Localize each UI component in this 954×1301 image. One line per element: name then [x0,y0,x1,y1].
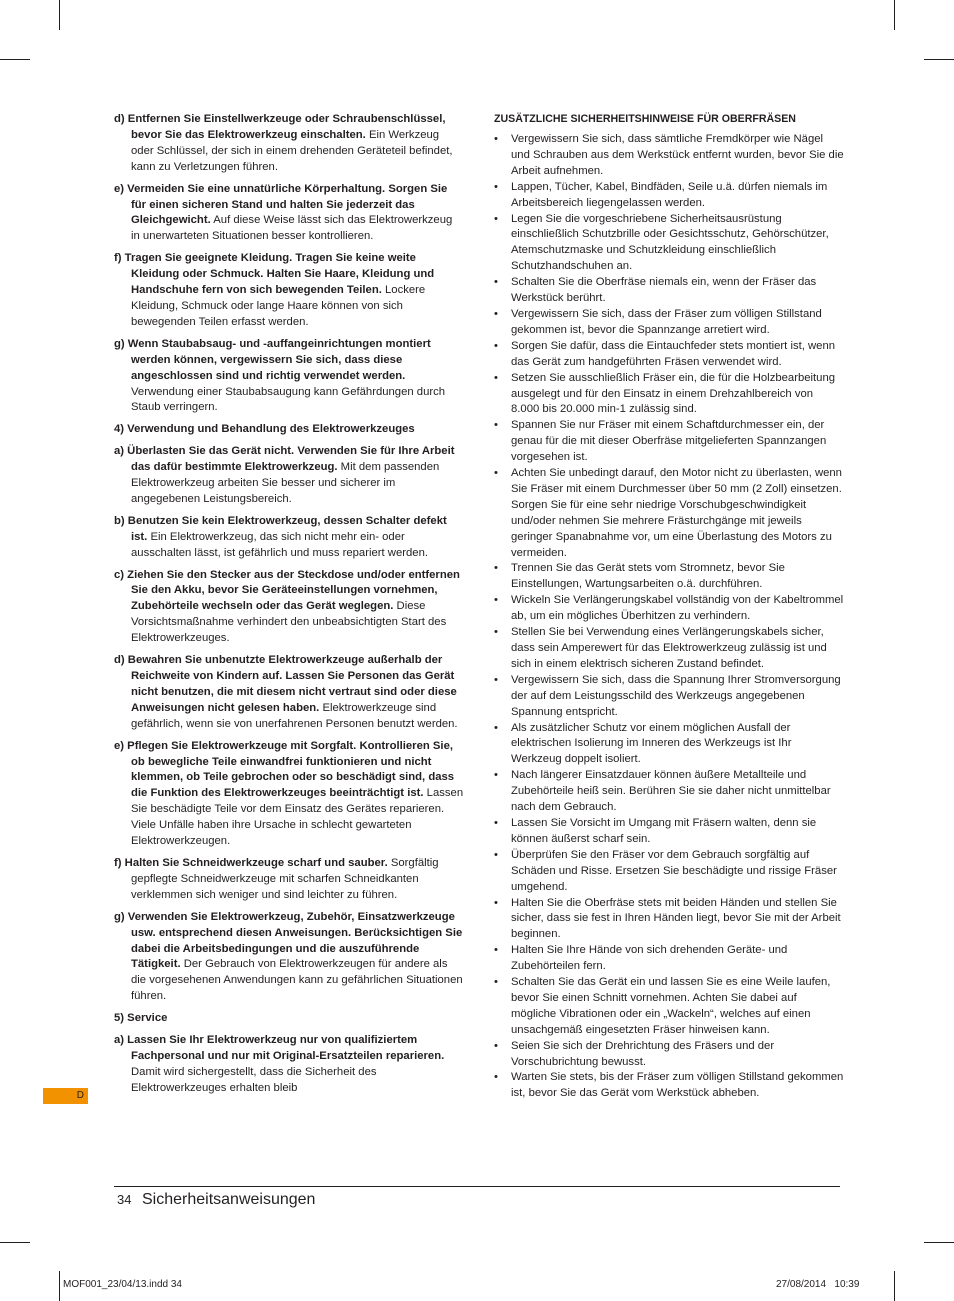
safety-item-text: Lassen Sie beschädigte Teile vor dem Einsatz des Gerätes reparieren. Viele Unfälle haben ihre Ursache in schlecht gewarteten Elektrowerkzeugen. [131,787,464,848]
safety-item-lead: a) Lassen Sie Ihr Elektrowerkzeug nur von qualifiziertem Fachpersonal und nur mit Original-Ersatzteilen reparieren. [114,1034,445,1062]
safety-item [114,739,464,850]
safety-item-lead: a) Überlasten Sie das Gerät nicht. Verwenden Sie für Ihre Arbeit das dafür bestimmte Elektrowerkzeug. [114,445,455,474]
language-tab: D [43,1088,88,1104]
bullet-item: • Schalten Sie die Oberfräse niemals ein, wenn der Fräser das Werkstück berührt. [494,275,844,307]
safety-item-text: Ein Elektrowerkzeug, das sich nicht mehr ein- oder ausschalten lässt, ist gefährlich und muss repariert werden. [131,530,429,559]
right-column [494,112,844,1102]
bullet-item: • Schalten Sie das Gerät ein und lassen Sie es eine Weile laufen, bevor Sie einen Schnitt vornehmen. Achten Sie dabei auf mögliche Vibrationen oder ein „Wackeln“, welches auf einen unsachgemäß eingesetzten Fräser hinweisen kann. [494,975,844,1039]
safety-item [114,251,464,331]
slug-file: MOF001_23/04/13.indd 34 [63,1279,182,1290]
safety-item-lead: g) Wenn Staubabsaug- und -auffangeinrichtungen montiert werden können, vergewissern Sie sich, dass diese angeschlossen sind und richtig verwendet werden. [114,337,431,382]
footer-section-title: Sicherheitsanweisungen [142,1191,316,1208]
bullet-item: • Spannen Sie nur Fräser mit einem Schaftdurchmesser ein, der genau für die mit dieser Oberfräse mitgelieferten Spannzangen vorgesehen ist. [494,418,844,466]
crop-mark-top-right-h [924,59,954,60]
safety-item [114,1033,464,1097]
safety-item-lead: d) Entfernen Sie Einstellwerkzeuge oder Schraubenschlüssel, bevor Sie das Elektrowerkzeug einschalten. [114,113,446,141]
crop-mark-bottom-right-v [894,1271,895,1301]
safety-item [114,910,464,1005]
safety-item-text: Sorgfältig gepflegte Schneidwerkzeuge mit scharfen Schneidkanten verklemmen sich weniger und sind leichter zu führen. [131,856,439,901]
crop-mark-bottom-left-v [59,1271,60,1301]
safety-item-text: Damit wird sichergestellt, dass die Sicherheit des Elektrowerkzeuges erhalten bleib [131,1065,377,1094]
bullet-item: • Wickeln Sie Verlängerungskabel vollständig von der Kabeltrommel ab, um ein mögliches Überhitzen zu verhindern. [494,593,844,625]
section-4-heading: 4) Verwendung und Behandlung des Elektrowerkzeuges [114,423,415,436]
safety-item [114,112,464,176]
safety-item [114,856,464,904]
safety-item [114,514,464,562]
safety-item-lead: e) Pflegen Sie Elektrowerkzeuge mit Sorgfalt. Kontrollieren Sie, ob bewegliche Teile einwandfrei funktionieren und nicht klemmen, ob Teile gebrochen oder so beschädigt sind, dass die Funktion des Elektrowerkzeuges beeinträchtigt ist. [114,739,455,800]
bullet-item: • Vergewissern Sie sich, dass sämtliche Fremdkörper wie Nägel und Schrauben aus dem Werkstück entfernt wurden, bevor Sie die Arbeit aufnehmen. [494,132,844,180]
safety-item-text: Verwendung einer Staubabsaugung kann Gefährdungen durch Staub verringern. [131,385,446,414]
safety-item [114,182,464,246]
safety-item-lead: f) Halten Sie Schneidwerkzeuge scharf und sauber. [114,856,388,869]
bullet-item: • Achten Sie unbedingt darauf, den Motor nicht zu überlasten, wenn Sie Fräser mit einem Durchmesser über 50 mm (2 Zoll) einsetzen. Sorgen Sie für eine sehr niedrige Vorschubgeschwindigkeit und/oder nehmen Sie mehrere Frästurchgänge mit jeweils geringer Spanabnahme vor, um eine Überlastung des Motors zu vermeiden. [494,466,844,561]
router-safety-heading: ZUSÄTZLICHE SICHERHEITSHINWEISE FÜR OBERFRÄSEN [494,113,796,125]
safety-item-lead: d) Bewahren Sie unbenutzte Elektrowerkzeuge außerhalb der Reichweite von Kindern auf. Lassen Sie Personen das Gerät nicht benutzen, die mit diesem nicht vertraut sind oder diese Anweisungen nicht gelesen haben. [114,654,457,714]
bullet-item: • Trennen Sie das Gerät stets vom Stromnetz, bevor Sie Einstellungen, Wartungsarbeiten o.ä. durchführen. [494,561,844,593]
bullet-item: • Lassen Sie Vorsicht im Umgang mit Fräsern walten, denn sie können äußerst scharf sein. [494,816,844,848]
left-column [114,112,464,1103]
page-number: 34 [117,1192,132,1207]
safety-item-lead: f) Tragen Sie geeignete Kleidung. Tragen Sie keine weite Kleidung oder Schmuck. Halten Sie Haare, Kleidung und Handschuhe fern von sich bewegenden Teilen. [114,252,435,297]
bullet-item: • Halten Sie Ihre Hände von sich drehenden Geräte- und Zubehörteilen fern. [494,943,844,975]
safety-item-text: Der Gebrauch von Elektrowerkzeugen für andere als die vorgesehenen Anwendungen kann zu gefährlichen Situationen führen. [131,958,463,1003]
footer-rule [114,1186,840,1187]
safety-item [114,653,464,733]
crop-mark-top-left-h [0,59,30,60]
safety-item-text: Lockere Kleidung, Schmuck oder lange Haare können von sich bewegenden Teilen erfasst werden. [131,284,426,328]
safety-item [114,337,464,417]
bullet-item: • Nach längerer Einsatzdauer können äußere Metallteile und Zubehörteile heiß sein. Berühren Sie sie daher nicht unmittelbar nach dem Gebrauch. [494,768,844,816]
safety-item-lead: e) Vermeiden Sie eine unnatürliche Körperhaltung. Sorgen Sie für einen sicheren Stand und halten Sie jederzeit das Gleichgewicht. [114,182,448,227]
safety-item [114,568,464,648]
safety-item [114,444,464,508]
slug-date-time: 27/08/2014 10:39 [776,1279,860,1290]
safety-item-text: Mit dem passenden Elektrowerkzeug arbeiten Sie besser und sicherer im angegebenen Leistungsbereich. [131,461,440,505]
bullet-item: • Überprüfen Sie den Fräser vor dem Gebrauch sorgfältig auf Schäden und Risse. Ersetzen Sie beschädigte und rissige Fräser umgehend. [494,848,844,896]
bullet-item: • Legen Sie die vorgeschriebene Sicherheitsausrüstung einschließlich Schutzbrille oder Gesichtsschutz, Gehörschützer, Atemschutzmaske und Schutzkleidung einschließlich Schutzhandschuhen an. [494,212,844,276]
crop-mark-bottom-left-h [0,1242,30,1243]
safety-item-lead: c) Ziehen Sie den Stecker aus der Steckdose und/oder entfernen Sie den Akku, bevor Sie Geräteeinstellungen vornehmen, Zubehörteile wechseln oder das Gerät weglegen. [114,568,460,613]
bullet-item: • Halten Sie die Oberfräse stets mit beiden Händen und stellen Sie sicher, dass sie fest in Ihren Händen liegt, bevor Sie mit der Arbeit beginnen. [494,896,844,944]
section-5-heading: 5) Service [114,1012,168,1025]
bullet-item: • Seien Sie sich der Drehrichtung des Fräsers und der Vorschubrichtung bewusst. [494,1039,844,1071]
crop-mark-bottom-right-h [924,1242,954,1243]
bullet-item: • Vergewissern Sie sich, dass die Spannung Ihrer Stromversorgung der auf dem Leistungsschild des Werkzeugs angegebenen Spannung entspricht. [494,673,844,721]
bullet-item: • Sorgen Sie dafür, dass die Eintauchfeder stets montiert ist, wenn das Gerät zum handgeführten Fräsen verwendet wird. [494,339,844,371]
safety-item-text: Ein Werkzeug oder Schlüssel, der sich in einem drehenden Geräteteil befindet, kann zu Verletzungen führen. [131,128,453,173]
bullet-item: • Warten Sie stets, bis der Fräser zum völligen Stillstand gekommen ist, bevor Sie das Gerät vom Werkstück abheben. [494,1070,844,1102]
router-safety-list [494,132,844,1102]
bullet-item: • Als zusätzlicher Schutz vor einem möglichen Ausfall der elektrischen Isolierung im Inneren des Werkzeugs ist Ihr Werkzeug doppelt isoliert. [494,721,844,769]
bullet-item: • Lappen, Tücher, Kabel, Bindfäden, Seile u.ä. dürfen niemals im Arbeitsbereich liegengelassen werden. [494,180,844,212]
crop-mark-top-left-v [59,0,60,30]
safety-item-text: Diese Vorsichtsmaßnahme verhindert den unbeabsichtigten Start des Elektrowerkzeuges. [131,600,447,645]
safety-item-text: Auf diese Weise lässt sich das Elektrowerkzeug in unerwarteten Situationen besser kontrollieren. [131,214,453,243]
bullet-item: • Stellen Sie bei Verwendung eines Verlängerungskabels sicher, dass sein Amperewert für das Elektrowerkzeug zulässig ist und sich in einem elektrisch sicheren Zustand befindet. [494,625,844,673]
bullet-item: • Setzen Sie ausschließlich Fräser ein, die für die Holzbearbeitung ausgelegt und für den Einsatz in einem Drehzahlbereich von 8.000 bis 20.000 min-1 zulässig sind. [494,371,844,419]
crop-mark-top-right-v [894,0,895,30]
safety-item-lead: g) Verwenden Sie Elektrowerkzeug, Zubehör, Einsatzwerkzeuge usw. entsprechend diesen Anweisungen. Berücksichtigen Sie dabei die Arbeitsbedingungen und die auszuführende Tätigkeit. [114,910,463,971]
safety-item-text: Elektrowerkzeuge sind gefährlich, wenn sie von unerfahrenen Personen benutzt werden. [131,701,458,730]
bullet-item: • Vergewissern Sie sich, dass der Fräser zum völligen Stillstand gekommen ist, bevor die Spannzange arretiert wird. [494,307,844,339]
safety-item-lead: b) Benutzen Sie kein Elektrowerkzeug, dessen Schalter defekt ist. [114,514,447,543]
